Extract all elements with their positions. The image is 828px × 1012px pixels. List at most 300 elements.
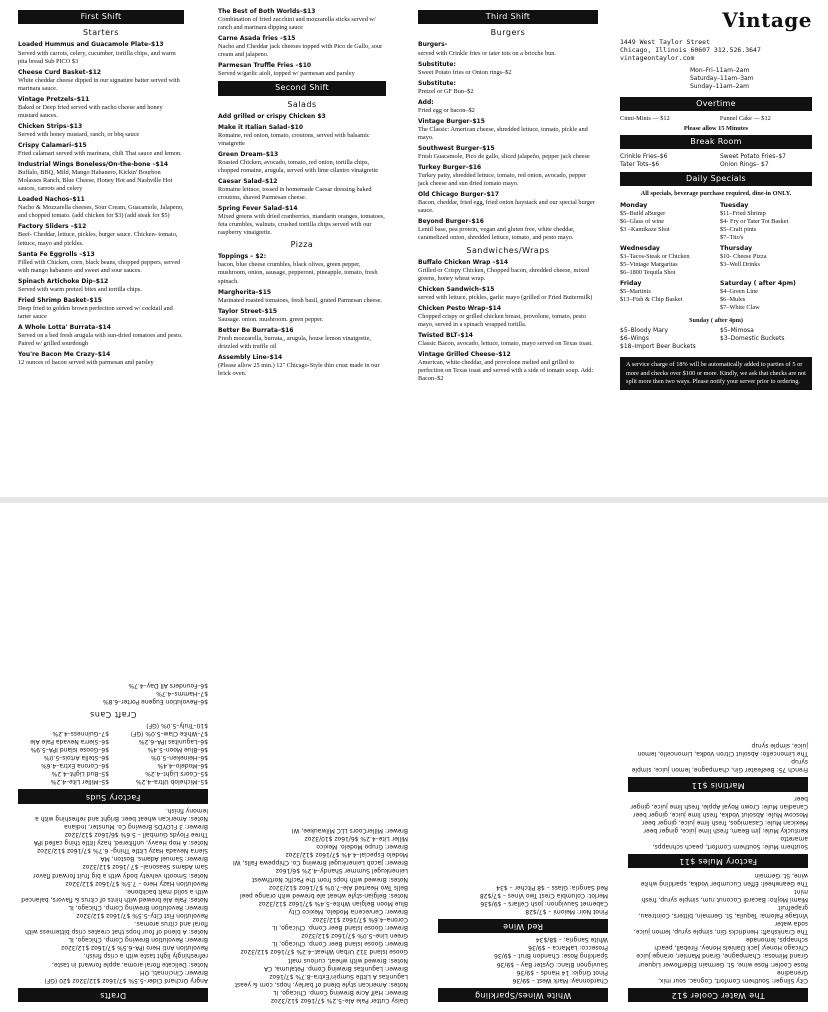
menu-line: Brewer: Revolution Brewing Comp. Chicago, IL xyxy=(68,936,208,944)
menu-item xyxy=(418,286,598,302)
menu-item xyxy=(18,161,184,193)
menu-line: Saturday–11am–3am xyxy=(690,74,754,82)
menu-item-desc: served with Crinkle fries or tater tots on a brioche bun. xyxy=(418,49,556,57)
address-line-1: 1449 West Taylor Street xyxy=(620,37,711,46)
menu-item xyxy=(218,289,386,305)
menu-item-desc: Served with warm pretzel bites and tortilla chips. xyxy=(18,285,142,293)
menu-line: Angry Orchard Cider–5.5% $7/16oz $12/32oz $20 (GF) xyxy=(44,976,208,984)
overtime-banner: Overtime xyxy=(620,97,812,111)
menu-item xyxy=(18,96,184,120)
menu-item-name: Burgers- xyxy=(418,41,448,49)
menu-line: Sierra Nevada Hazy Little Thing– 6.7% $7/16oz $12/32oz xyxy=(37,847,208,855)
menu-item xyxy=(18,41,184,65)
menu-line: Canadian Mule: Crown Royal Apple, fresh lime juice, ginger beer xyxy=(630,794,808,810)
menu-item-name: Substitute: xyxy=(418,60,456,68)
menu-item xyxy=(18,223,184,247)
menu-item-name: A Whole Lotta' Burrata–$14 xyxy=(18,323,111,331)
martinis-banner: Martinis $11 xyxy=(628,777,808,791)
menu-line: Merlot: Columbia Crest Two Vines – $7/$28 xyxy=(479,891,608,899)
menu-line: Revolution Hazy Hero – 7.5% $7/16oz $12/32oz xyxy=(65,879,208,887)
menu-item-desc: Classic Bacon, avocado, lettuce, tomato, mayo served on Texas toast. xyxy=(418,340,593,348)
factory-mules-banner: Factory Mules $11 xyxy=(628,854,808,868)
menu-line: Kentucky Mule: Jim Beam, fresh lime juice, ginger beer xyxy=(643,827,808,835)
menu-item-desc: Mixed greens with dried cranberries, mandarin oranges, tomatoes, feta crumbles, walnuts, crushed tortilla chips served with our raspberry vinaigrette. xyxy=(218,212,385,237)
menu-line: Vintage Paloma: Tequila, St. Germain, bitters, Cointreau, grapefruit xyxy=(638,903,808,920)
day-name: Tuesday xyxy=(720,201,749,209)
menu-item-desc: served with lettuce, pickles, garlic mayo (grilled or Fried Buttermilk) xyxy=(418,293,593,301)
day-special-item: $4- Fry or Tater Tot Basket xyxy=(720,217,789,225)
logo-text: Vintage xyxy=(722,8,812,32)
salads-list xyxy=(218,124,386,238)
day-special-item: $5–Craft pints xyxy=(720,225,757,233)
menu-item-name: Southwest Burger–$15 xyxy=(418,144,495,152)
cooler-column xyxy=(628,741,808,1004)
menu-item-desc: Nacho & Mozzarella cheeses, Sour Cream, Guacamole, Jalapeno, and chopped tomato. (add chicken for $3) (add steak for $5) xyxy=(18,204,184,220)
salads-note: Add grilled or crispy Chicken $3 xyxy=(218,112,326,120)
menu-item-name: Green Dream–$13 xyxy=(218,150,279,158)
burger-notes xyxy=(418,41,598,114)
menu-line: Rose Cooler: Rose wine, St. Germain Elderflower Liqueur xyxy=(638,960,808,968)
day-special-item: $13–Fish & Chip Basket xyxy=(620,296,683,304)
day-name: Wednesday xyxy=(620,244,660,252)
sandwiches-list xyxy=(418,259,598,384)
menu-line: $6–Goose Island IPA–5.9% xyxy=(30,746,109,754)
menu-line: $6–Heineken–5.0% xyxy=(151,754,208,762)
menu-item xyxy=(418,218,598,242)
day-special-item: $6–Glass of wine xyxy=(620,217,665,225)
menu-line: Brewer: Samuel Adams. Boston, MA xyxy=(100,855,208,863)
menu-line: Notes: Delicate floral aroma, apple forward in taste, refreshingly light taste with a crisp finish. xyxy=(52,952,208,968)
menu-line: $6–Lagunitas IPA–6.2% xyxy=(138,738,208,745)
menu-line: Crinkle Fries–$6 xyxy=(620,153,668,161)
burgers-heading: Burgers xyxy=(490,28,526,38)
menu-line: Grand Mimosa: Champagne, Grand Marnier, orange juice xyxy=(636,952,808,960)
menu-item xyxy=(418,164,598,188)
craft-cans-heading: Craft Cans xyxy=(89,709,137,719)
menu-line: Three Floyds Gumball – 5.6% $6/16oz $12/32oz xyxy=(64,831,208,839)
craft-cans-list xyxy=(18,681,208,705)
pizza-heading: Pizza xyxy=(290,240,314,250)
day-special xyxy=(620,245,712,277)
menu-item-name: Vintage Grilled Cheese–$12 xyxy=(418,351,511,359)
vintage-logo xyxy=(620,8,812,34)
menu-item-name: Taylor Street–$15 xyxy=(218,307,278,315)
menu-item-name: Caesar Salad–$12 xyxy=(218,177,278,185)
menu-item-desc: Lentil base, pea protein, vegan and gluten free, white cheddar, caramelized onion, shredded lettuce, tomato, and pesto mayo. xyxy=(418,226,575,242)
day-special-item: $3–Well Drinks xyxy=(720,260,760,268)
menu-item xyxy=(418,99,598,115)
menu-item-name: Vintage Burger–$15 xyxy=(418,117,485,125)
menu-item-desc: Bacon, cheddar, fried egg, fried onion haystack and our special burger sauce. xyxy=(418,199,595,215)
menu-item-name: Beyond Burger–$16 xyxy=(418,218,484,226)
drafts-column-2 xyxy=(228,826,408,1004)
menu-line: The Crankshaft: Hendricks Gin, simple syrup, lemon juice, soda water xyxy=(633,920,808,936)
menu-item-name: Turkey Burger–$16 xyxy=(418,164,482,172)
menu-line: Moscow Mule: Absolut Vodka, fresh lime juice, ginger beer xyxy=(633,810,808,818)
menu-line: Sparkling Rose: Chandon Brut – $9/36 xyxy=(494,952,608,960)
menu-item xyxy=(418,145,598,161)
menu-line: Sweet Potato Fries–$7 xyxy=(720,153,786,161)
menu-item-name: Cheese Curd Basket–$12 xyxy=(18,68,102,76)
menu-line: $5–Coors Light–4.2% xyxy=(145,770,208,778)
daily-specials-grid xyxy=(620,202,812,315)
menu-line: $7–Hamms–4.7% xyxy=(156,690,208,698)
menu-item-name: Buffalo Chicken Wrap –$14 xyxy=(418,258,508,266)
day-name: Monday xyxy=(620,201,648,209)
draft-list-2 xyxy=(228,826,408,1004)
menu-item xyxy=(218,308,386,324)
menu-line: Notes: Pale Ale brewed with hints of citrus & flavors, balanced with a solid malt backbone. xyxy=(21,887,208,903)
menu-item xyxy=(418,41,598,57)
menu-line: Miller Lite–4.2% $6/16oz $10/32oz xyxy=(304,835,408,843)
menu-line: $6–Revolution Eugene Porter–6.8% xyxy=(102,698,208,706)
menu-item-name: Better Be Burrata–$16 xyxy=(218,326,294,334)
menu-item-name: Old Chicago Burger–$17 xyxy=(418,191,500,199)
salads-heading: Salads xyxy=(287,99,317,109)
day-special xyxy=(620,202,712,242)
menu-item-desc: Fried egg or bacon–$2 xyxy=(418,106,475,114)
day-special xyxy=(720,280,812,312)
menu-item xyxy=(218,35,386,59)
menu-item xyxy=(18,351,184,367)
menu-item xyxy=(18,196,184,220)
menu-line: Pinot Grigio: 14 Hands – $9/36 xyxy=(516,968,608,976)
menu-line: City Slinger: Southern Comfort, Cognac, sour mix, Grenadine xyxy=(658,968,808,984)
menu-line: Brewer: Grupo Modelo. Mexico xyxy=(316,843,408,851)
menu-line: Notes: American wheat beer. Bright and refreshing with a lemony finish. xyxy=(35,806,208,822)
menu-line: Southern Mule: Southern Comfort, peach schnapps, amaretto xyxy=(652,835,808,851)
menu-line: Notes: A Hop Heavy, unfiltered, hazy little thing called IPA xyxy=(33,839,208,847)
menu-item-name: Industrial Wings Boneless/On-the-bone –$14 xyxy=(18,161,169,169)
menu-item-desc: Buffalo, BBQ, Mild, Mango Habanero, Kickin' Bourbon Molasses Ranch, Blue Cheese, Honey Hot and Nashville Hot sauces, carrots and celery xyxy=(18,169,173,193)
overtime-items xyxy=(620,115,812,123)
menu-line: Revolution Fist City–5.5% $7/16oz $12/32oz xyxy=(76,912,208,920)
menu-item-name: Loaded Nachos–$11 xyxy=(18,196,85,204)
menu-item-name: Toppings – $2: xyxy=(218,253,267,261)
menu-line: $5–Bloody Mary xyxy=(620,327,668,335)
menu-item-desc: American, white cheddar, and provolone melted and grilled to perfection on Texas toast and served with a side of tomato soup. Add: Bacon–$2 xyxy=(418,359,594,383)
menu-item-desc: Grilled or Crispy Chicken, Chopped bacon, shredded cheese, mixed greens, honey wheat wrap. xyxy=(418,266,590,282)
menu-line: French 75: Beefeater Gin, champagne, lemon juice, simple syrup xyxy=(631,758,808,774)
more-starters-list xyxy=(218,8,386,78)
day-name: Friday xyxy=(620,280,642,288)
hours-block xyxy=(690,67,812,91)
service-charge-notice: A service charge of 18% will be automatically added to parties of 5 or more and checks over $100 or more. Kindly, we ask that checks are not split more then two ways. Please notify your server prior to ordering. xyxy=(620,357,812,390)
menu-item-desc: Romaine lettuce, tossed in homemade Caesar dressing baked croutons, shaved Parmesan cheese. xyxy=(218,185,372,201)
day-special-item: $5–Vintage Margaritas xyxy=(620,260,678,268)
menu-line: Tater Tots–$6 xyxy=(620,161,660,169)
menu-item xyxy=(18,251,184,275)
menu-item-desc: Sweet Potato fries or Onion rings–$2 xyxy=(418,68,512,76)
menu-line: Brewer: Cerveceria Modelo, Mexico City xyxy=(288,907,408,915)
menu-line: Sam Adams Seasonal– $7 /16oz $12/32oz xyxy=(82,863,208,871)
menu-line: $10–Truly–5.0% (GF) xyxy=(146,721,208,729)
wine-column xyxy=(438,883,608,1004)
menu-line: $6–Wings xyxy=(620,335,649,343)
day-special-item: $3–Tacos-Steak or Chicken xyxy=(620,252,690,260)
menu-item-desc: Romaine, red onion, tomato, croutons, served with balsamic vinaigrette xyxy=(218,131,370,147)
menu-item-name: Chicken Sandwich–$15 xyxy=(418,285,495,293)
menu-item xyxy=(418,118,598,142)
menu-line: Goose Island 312 Urban Wheat–4.2% $7/16oz $12/32oz xyxy=(240,948,408,956)
break-room-banner: Break Room xyxy=(620,135,812,149)
menu-line: Cabernet Sauvignon: Josh Cellars – $9/$36 xyxy=(480,899,608,907)
menu-item-name: Spinach Artichoke Dip–$12 xyxy=(18,277,109,285)
menu-item xyxy=(218,8,386,32)
day-special-item: $7–White Claw xyxy=(720,304,760,312)
menu-item xyxy=(18,142,184,158)
info-column xyxy=(620,8,812,390)
menu-line: White Sangria: – $8/$34 xyxy=(535,936,608,944)
menu-item-desc: Turkey patty, shredded lettuce, tomato, red onion, avocado, pepper jack cheese and sun dried tomato mayo. xyxy=(418,172,587,188)
starters-heading: Starters xyxy=(83,28,119,38)
menu-item xyxy=(418,80,598,96)
menu-item-name: Spring Fever Salad–$14 xyxy=(218,204,298,212)
menu-item-desc: Fresh mozzarella, burrata,, arugula, house lemon vinaigrette, drizzled with truffle oil xyxy=(218,334,371,350)
white-wines-list xyxy=(438,935,608,984)
menu-item-name: Make it Italian Salad–$10 xyxy=(218,123,303,131)
menu-item xyxy=(218,253,386,285)
menu-item-name: Chicken Pesto Wrap–$14 xyxy=(418,304,502,312)
menu-item xyxy=(218,354,386,378)
second-shift-banner: Second Shift xyxy=(218,81,386,95)
menu-item-desc: Deep fried to golden brown perfection served w/ cocktail and tarter sauce xyxy=(18,304,173,320)
menu-line: Brewer: Cincinnati, OH xyxy=(139,968,208,976)
break-room-items xyxy=(620,153,812,169)
day-special xyxy=(720,245,812,277)
menu-line: $5–Bud Light–4.2% xyxy=(51,770,109,778)
menu-line: $18–Import Beer Buckets xyxy=(620,343,696,351)
daily-specials-banner: Daily Specials xyxy=(620,172,812,186)
menu-item-name: Twisted BLT–$14 xyxy=(418,332,473,340)
menu-line: $6–Sierra Nevada Pale Ale xyxy=(30,738,109,745)
menu-line: Chardonnay: Mark West – $9/36 xyxy=(512,976,608,984)
second-column xyxy=(218,8,386,381)
menu-line: $5–Miller Lite–4.2% xyxy=(50,778,109,786)
factory-suds-banner: Factory Suds xyxy=(18,789,208,803)
menu-line: Sunday–11am–2am xyxy=(690,82,749,90)
starters-list xyxy=(18,41,184,367)
menu-item-desc: Chopped crispy or grilled chicken breast, provolone, tomato, pesto mayo, served in a spinach wrapped tortilla. xyxy=(418,313,587,329)
menu-item-name: Factory Sliders –$12 xyxy=(18,223,87,231)
cooler-list xyxy=(628,870,808,983)
menu-line: $6–Modelo–4.4% xyxy=(157,762,208,770)
menu-item-desc: Combination of fried zucchini and mozzarella sticks served w/ ranch and marinara dipping sauce xyxy=(218,16,376,32)
menu-item-desc: Fresh Guacamole, Pico de gallo, sliced jalapeño, pepper jack cheese xyxy=(418,153,590,161)
menu-item xyxy=(418,61,598,77)
menu-line: $6–Founders All Day–4.7% xyxy=(128,682,208,690)
menu-item-desc: Served w/garlic aioli, topped w/ parmesan and parsley xyxy=(218,70,355,78)
menu-item-name: Substitute: xyxy=(418,79,456,87)
menu-item xyxy=(418,332,598,348)
menu-item-name: Assembly Line–$14 xyxy=(218,353,283,361)
menu-line: Bells Two Hearted Ale–7.0% $7/16oz $12/32oz xyxy=(269,883,408,891)
menu-line: $5–Michelob Ultra–4.2% xyxy=(135,778,208,786)
menu-line: Miami Mojito: Bacardi Coconut rum, simple syrup, fresh mint xyxy=(641,887,808,903)
address-line-2: Chicago, Illinois 60607 312.526.3647 xyxy=(620,45,761,54)
menu-line: Modelo Especial–4.4% $7/16oz $12/32oz xyxy=(285,851,408,859)
menu-item-name: Loaded Hummus and Guacamole Plate–$13 xyxy=(18,41,164,49)
menu-line: Notes: Smooth velvety body with a big fruit forward flavor xyxy=(33,871,208,879)
menu-item-name: Fried Shrimp Basket–$15 xyxy=(18,296,102,304)
menu-line: Mon–Fri–11am–2am xyxy=(690,66,750,74)
menu-line: $3–Domestic Buckets xyxy=(720,335,785,343)
menu-item xyxy=(418,259,598,283)
menu-line: Chicago Honey: Jack Daniels Honey, Fireball, peach schnapps, lemonade xyxy=(654,936,808,952)
day-special-item: $6–1800 Tequila Shot xyxy=(620,269,676,276)
overtime-item: Funnel Cake — $12 xyxy=(719,115,771,123)
menu-item-name: Crispy Calamari–$15 xyxy=(18,141,87,149)
specials-note: All specials, beverage purchase required, dine-in ONLY. xyxy=(640,189,792,197)
menu-line: $6–Blue Moon–5.4% xyxy=(147,746,208,754)
menu-back-page xyxy=(0,503,828,1012)
menu-item-name: Chicken Strips–$13 xyxy=(18,122,83,130)
sandwiches-heading: Sandwiches/Wraps xyxy=(466,245,550,255)
menu-item xyxy=(218,327,386,351)
draft-list xyxy=(18,806,208,984)
menu-item-desc: Beef- Cheddar, lettuce, pickles, burger sauce. Chicken- tomato, lettuce, mayo and pickles. xyxy=(18,231,178,247)
menu-line: Onion Rings– $7 xyxy=(720,161,769,169)
day-special-item: $7–Tito's xyxy=(720,233,744,241)
menu-line: Prosecco: LaMarca – $9/36 xyxy=(528,944,608,952)
day-special-item: $3 –Kamikaze Shot xyxy=(620,225,670,233)
menu-line: Red Sangria: Glass – $8 Pitcher – $34 xyxy=(496,883,608,891)
menu-line: Notes: American style blend of barley, hops, corn & yeast xyxy=(234,980,408,988)
menu-item xyxy=(418,351,598,383)
day-special-item: $5–Build aBurger xyxy=(620,209,666,217)
menu-item-desc: (Please allow 25 min.) 12" Chicago-Style thin crust made in our brick oven. xyxy=(218,361,380,377)
menu-item-desc: Nacho and Cheddar jack cheeses topped with Pico de Gallo, sour cream and jalapeno. xyxy=(218,43,383,59)
menu-line: $5–Mimosa xyxy=(720,327,754,335)
menu-line: The Gearwheel: Effen Cucumber Vodka, sparkling white wine, St. Germain xyxy=(640,871,808,887)
menu-line: The Limoncello: Absolut Citron Vodka, Limoncello, lemon juice, simple syrup xyxy=(637,742,808,758)
menu-line: $6–Stella Artois–5.0% xyxy=(43,754,109,762)
water-cooler-banner: The Water Cooler $12 xyxy=(628,988,808,1002)
menu-item xyxy=(218,124,386,148)
menu-line: Notes: Belgian-style wheat ale brewed with orange peel xyxy=(239,891,408,899)
menu-item xyxy=(418,191,598,215)
day-special-item: $10- Cheese Pizza xyxy=(720,252,767,260)
menu-item-desc: Fried calamari served with marinara, chili Thai sauce and lemon. xyxy=(18,150,182,158)
mules-list xyxy=(628,794,808,851)
pizza-list xyxy=(218,253,386,378)
menu-line: Brewer: Lagunitas Brewing Comp. Petaluma, CA xyxy=(264,964,408,972)
sunday-heading: Sunday ( after 4pm) xyxy=(689,317,743,325)
day-name: Saturday ( after 4pm) xyxy=(720,280,796,288)
menu-item xyxy=(18,123,184,139)
menu-front-page xyxy=(0,0,828,497)
menu-item xyxy=(18,278,184,294)
menu-line: Leinenkugel Summer Shandy–4.2% $6/16oz xyxy=(275,867,408,875)
menu-line: Mexican Mule: Casamigos, fresh lime juice, ginger beer xyxy=(641,818,808,826)
menu-item-name: Parmesan Truffle Fries –$10 xyxy=(218,62,312,70)
menu-item xyxy=(218,205,386,237)
white-wines-banner: White Wines/Sparkling xyxy=(438,988,608,1002)
burgers-list xyxy=(418,118,598,243)
red-wines-list xyxy=(438,883,608,915)
menu-item-name: Add: xyxy=(418,98,434,106)
menu-item xyxy=(218,178,386,202)
drafts-banner: Drafts xyxy=(18,988,208,1002)
red-wine-banner: Red Wine xyxy=(438,919,608,933)
menu-item xyxy=(18,324,184,348)
drafts-column xyxy=(18,681,208,1004)
menu-item-name: Margherita–$15 xyxy=(218,288,272,296)
third-shift-banner: Third Shift xyxy=(418,10,598,24)
menu-item-desc: Baked or Deep fried served with nacho cheese and honey mustard sauces. xyxy=(18,103,163,119)
menu-line: Brewer: Half Acre Brewing Comp. Chicago, IL xyxy=(273,988,408,996)
menu-line: Lagunitas A Little Sumpin'Extra–8.7% $7/16oz xyxy=(269,972,408,980)
menu-item xyxy=(218,62,386,78)
menu-line: Corona–4.6% $7/16oz $12/32oz xyxy=(312,916,408,924)
menu-line: Brewer: MillerCoors LLC Milwaukee, WI xyxy=(291,827,408,835)
overtime-note: Please allow 15 Minutes xyxy=(683,125,749,133)
day-special-item: $6–Mules xyxy=(720,296,746,304)
menu-line: Green Line–5.0% $7/16oz $12/32oz xyxy=(301,932,408,940)
menu-item-desc: Sausage. onion. mushroom. green pepper. xyxy=(218,315,324,323)
menu-line: Notes: Brewed with wheat, curious malt xyxy=(288,956,408,964)
menu-item-desc: Pretzel or GF Bun–$2 xyxy=(418,87,474,95)
menu-item xyxy=(18,297,184,321)
menu-item-desc: Served on a bed fresh arugula with sun-dried tomatoes and pesto. Paired w/ grilled sourdough xyxy=(18,331,183,348)
menu-line: Brewer: Jacob Leinenkugel Brewing Co. Chippewa Falls, WI xyxy=(232,859,408,867)
menu-line: Brewer: 3 FLOYDS Brewing Co. Munster, Indiana xyxy=(64,822,208,830)
menu-item-name: Carne Asada fries –$15 xyxy=(218,35,296,43)
menu-line: $6–Corona Extra–4.6% xyxy=(41,762,109,770)
menu-item-desc: 12 ounces of bacon served with parmesan and parsley xyxy=(18,359,154,367)
third-shift-column xyxy=(418,8,598,386)
menu-line: Daisy Cutter Pale Ale–5.2% $7/16oz $12/32oz xyxy=(270,997,408,1004)
menu-line: $7–White Claw–5.0% (GF) xyxy=(130,729,208,737)
menu-item-name: Vintage Pretzels–$11 xyxy=(18,95,90,103)
first-shift-banner: First Shift xyxy=(18,10,184,24)
menu-item-desc: Roasted Chicken, avocado, tomato, red onion, tortilla chips, chopped romaine, arugula, served with lime cilantro vinaigrette xyxy=(218,158,378,174)
menu-line: Revolution Anti Hero IPA–6.5% $7/16oz $12/32oz xyxy=(61,944,208,952)
menu-line: Pinot Noir: Meiomi – $7/$28 xyxy=(525,907,608,915)
menu-item-desc: bacon, blue cheese crumbles, black olives, green pepper, mushroom, onion, sausage, pepperoni, pineapple, tomato, fresh spinach. xyxy=(218,261,378,285)
martinis-list xyxy=(628,741,808,773)
menu-line: Brewer: Goose Island Beer Comp. Chicago, IL xyxy=(272,924,408,932)
menu-item xyxy=(18,69,184,93)
menu-line: Notes: Brewed with hops from the Pacific Northwest xyxy=(251,875,408,883)
day-special xyxy=(720,202,812,242)
menu-item-name: You're Bacon Me Crazy–$14 xyxy=(18,351,111,359)
menu-item-desc: White cheddar cheese dipped in our signature batter served with marinara sauce. xyxy=(18,76,180,92)
bottles-list xyxy=(18,721,208,786)
menu-item-desc: Served with honey mustard, ranch, or bbq sauce xyxy=(18,130,140,138)
day-special-item: $11–Fried Shrimp xyxy=(720,209,766,217)
sunday-specials xyxy=(620,327,812,351)
menu-item-name: The Best of Both Worlds–$13 xyxy=(218,8,316,15)
address-block xyxy=(620,38,812,63)
menu-item-desc: Served with carrots, celery, cucumber, tortilla chips, and warm pita bread Sub PICO $3 xyxy=(18,49,176,65)
menu-line: Brewer: Goose Island Beer Comp. Chicago, IL xyxy=(272,940,408,948)
website: vintageontaylor.com xyxy=(620,54,695,63)
menu-item xyxy=(218,151,386,175)
day-special-item: $4–Green Line xyxy=(720,287,758,295)
menu-line: Sauvignon Blanc: Oyster Bay – $9/36 xyxy=(496,960,608,968)
menu-line: Notes: A blend of four hops that creates crisp bitterness with floral and citrus aromas. xyxy=(25,920,208,936)
menu-item-name: Santa Fe Eggrolls –$13 xyxy=(18,250,95,258)
menu-item-desc: Marinated roasted tomatoes, fresh basil, grated Parmesan cheese. xyxy=(218,296,383,304)
menu-item-desc: Filled with Chicken, corn, black beans, chopped peppers, served with mango habanero and sweet and sour sauces. xyxy=(18,258,181,274)
menu-line: Brewer: Revolution Brewing Comp. Chicago, IL xyxy=(68,903,208,911)
menu-item-desc: The Classic: American cheese, shredded lettuce, tomato, pickle and mayo. xyxy=(418,125,588,141)
menu-line: Blue Moon Belgian White–5.4% $7/16oz $12/32oz xyxy=(258,899,408,907)
day-special xyxy=(620,280,712,312)
menu-item xyxy=(418,305,598,329)
day-name: Thursday xyxy=(720,244,753,252)
